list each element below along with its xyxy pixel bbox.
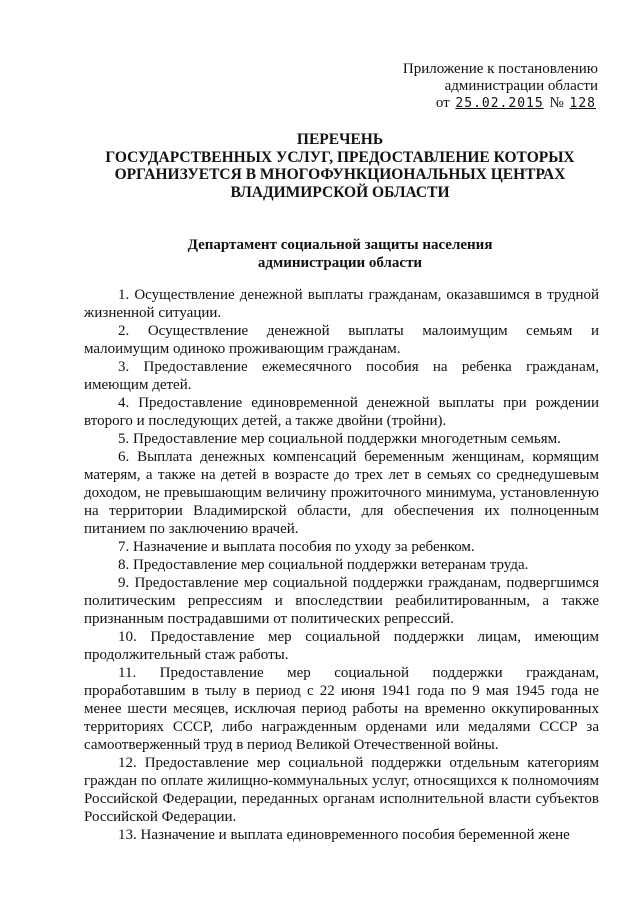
resolution-number: 128 <box>569 96 596 111</box>
appendix-line-2: администрации области <box>444 78 598 94</box>
list-item: 8. Предоставление мер социальной поддержки ветеранам труда. <box>118 557 529 573</box>
list-item: 5. Предоставление мер социальной поддержки многодетным семьям. <box>118 431 561 447</box>
title-line-1: ПЕРЕЧЕНЬ <box>296 131 384 148</box>
appendix-line-1: Приложение к постановлению <box>402 61 598 77</box>
document-title <box>80 131 600 201</box>
list-item: 6. Выплата денежных компенсаций беременным женщинам, кормящим матерям, а также на детей в возрасте до трех лет в семьях со среднедушевым доходом, не превышающим величину прожиточного минимума, установленную на территории Владимирской области, для обеспечения их полноценным питанием по заключению врачей. <box>84 449 599 537</box>
resolution-date: 25.02.2015 <box>455 96 544 111</box>
list-item: 4. Предоставление единовременной денежной выплаты при рождении второго и последующих детей, а также двойни (тройни). <box>84 395 599 429</box>
list-item: 12. Предоставление мер социальной поддержки отдельным категориям граждан по оплате жилищно-коммунальных услуг, относящихся к полномочиям Российской Федерации, переданных органам исполнительной власти субъектов Российской Федерации. <box>84 755 599 825</box>
list-item: 11. Предоставление мер социальной поддержки гражданам, проработавшим в тылу в период с 22 июня 1941 года по 9 мая 1945 года не менее шести месяцев, исключая период работы на временно оккупированных территориях СССР, либо награжденным орденами или медалями СССР за самоотверженный труд в период Великой Отечественной войны. <box>84 665 599 753</box>
department-line-2: администрации области <box>257 254 423 271</box>
title-line-2: ГОСУДАРСТВЕННЫХ УСЛУГ, ПРЕДОСТАВЛЕНИЕ КОТОРЫХ <box>105 148 575 166</box>
list-item: 13. Назначение и выплата единовременного пособия беременной жене <box>118 827 570 843</box>
list-item: 3. Предоставление ежемесячного пособия на ребенка гражданам, имеющим детей. <box>84 359 599 393</box>
list-item: 10. Предоставление мер социальной поддержки лицам, имеющим продолжительный стаж работы. <box>84 629 599 663</box>
title-line-3: ОРГАНИЗУЕТСЯ В МНОГОФУНКЦИОНАЛЬНЫХ ЦЕНТРАХ <box>114 166 566 183</box>
department-heading <box>150 237 530 272</box>
services-list <box>84 286 599 844</box>
list-item: 7. Назначение и выплата пособия по уходу за ребенком. <box>118 539 475 555</box>
appendix-date-line <box>358 95 598 112</box>
list-item: 2. Осуществление денежной выплаты малоимущим семьям и малоимущим одиноко проживающим гражданам. <box>84 323 599 357</box>
title-line-4: ВЛАДИМИРСКОЙ ОБЛАСТИ <box>230 183 450 201</box>
department-line-1: Департамент социальной защиты населения <box>187 237 493 253</box>
list-item: 9. Предоставление мер социальной поддержки гражданам, подвергшимся политическим репрессиям и впоследствии реабилитированным, а также признанным пострадавшими от политических репрессий. <box>84 575 599 627</box>
date-prefix: от <box>435 95 450 111</box>
number-prefix: № <box>549 95 564 111</box>
list-item: 1. Осуществление денежной выплаты гражданам, оказавшимся в трудной жизненной ситуации. <box>84 287 599 321</box>
appendix-header <box>358 61 598 112</box>
